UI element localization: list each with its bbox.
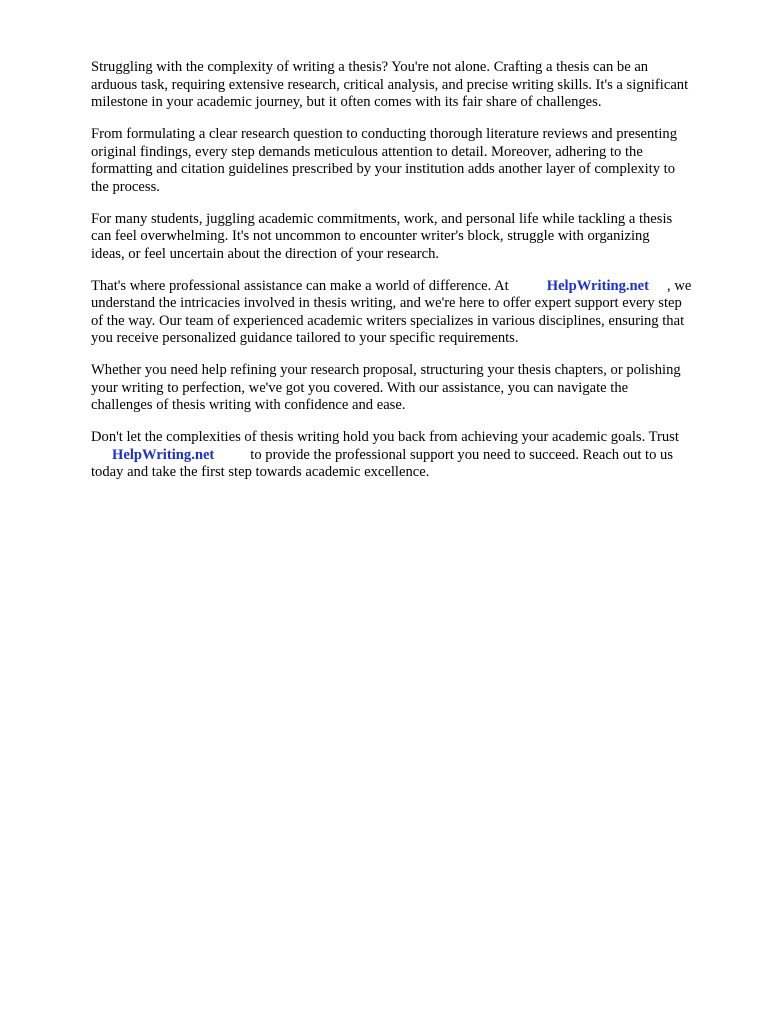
paragraph-closing [91,429,731,482]
paragraph-intro: Struggling with the complexity of writing a thesis? You're not alone. Crafting a thesis can be an arduous task, requiring extensive research, critical analysis, and precise writing skills. It's a significant milestone in your academic journey, but it often comes with its fair share of challenges. [91,59,689,110]
paragraph-students: For many students, juggling academic commitments, work, and personal life while tackling a thesis can feel overwhelming. It's not uncommon to encounter writer's block, struggle with organizing ideas, or feel uncertain about the direction of your research. [91,210,673,262]
document-body [91,59,731,496]
paragraph-research: From formulating a clear research question to conducting thorough literature reviews and presenting original findings, every step demands meticulous attention to detail. Moreover, adhering to the formatting and citation guidelines prescribed by your institution adds another layer of complexity to the process. [91,126,677,195]
paragraph-whether: Whether you need help refining your research proposal, structuring your thesis chapters, or polishing your writing to perfection, we've got you covered. With our assistance, you can navigate the challenges of thesis writing with confidence and ease. [91,362,681,413]
paragraph-assistance [91,278,731,348]
paragraph-closing-lead: Don't let the complexities of thesis writing hold you back from achieving your academic goals. Trust [91,429,679,445]
helpwriting-link-closing[interactable]: HelpWriting.net [112,446,215,463]
paragraph-closing-rest: to provide the professional support you need to succeed. Reach out to us today and take the first step towards academic excellence. [91,446,674,480]
helpwriting-link[interactable]: HelpWriting.net [546,277,650,294]
paragraph-assistance-rest: , we understand the intricacies involved in thesis writing, and we're here to offer expert support every step of the way. Our team of experienced academic writers specializes in various disciplines, ensuring that you receive personalized guidance tailored to your specific requirements. [91,277,692,346]
paragraph-assistance-lead: That's where professional assistance can make a world of difference. At [91,277,509,294]
